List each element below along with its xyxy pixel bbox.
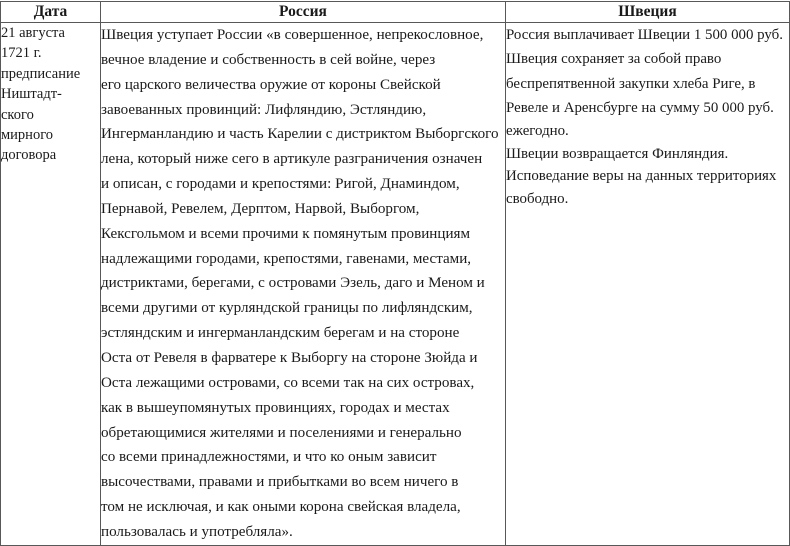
russia-line: всеми другими от курляндской границы по лифляндским, bbox=[101, 300, 473, 317]
russia-line: высочествами, правами и прибытками во всем ничего в bbox=[101, 474, 459, 491]
date-line: договора bbox=[1, 147, 57, 164]
russia-line: со всеми принадлежностями, и что ко оным зависит bbox=[101, 449, 437, 466]
sweden-text-block bbox=[506, 23, 789, 211]
date-line: ского bbox=[1, 106, 34, 123]
russia-line: как в вышеупомянутых провинциях, городах и местах bbox=[101, 399, 450, 416]
date-text-block bbox=[1, 23, 100, 166]
sweden-line: свободно. bbox=[506, 190, 569, 207]
date-line: предписание bbox=[1, 65, 81, 82]
russia-line: вечное владение и собственность в сей войне, через bbox=[101, 51, 436, 68]
date-line: мирного bbox=[1, 127, 54, 144]
russia-text-block bbox=[101, 23, 505, 545]
date-line: 1721 г. bbox=[1, 45, 42, 62]
russia-line: Ингерманландию и часть Карелии с дистриктом Выборгского bbox=[101, 126, 499, 143]
table-header bbox=[1, 2, 790, 23]
russia-line: Кексгольмом и всеми прочими к помянутым провинциям bbox=[101, 225, 471, 242]
russia-line: дистриктами, берегами, с островами Эзель, даго и Меном и bbox=[101, 275, 485, 292]
date-line: 21 августа bbox=[1, 25, 65, 41]
russia-line: Пернавой, Ревелем, Дерптом, Нарвой, Выборгом, bbox=[101, 200, 420, 217]
treaty-comparison-table bbox=[0, 1, 790, 546]
column-header-date: Дата bbox=[1, 2, 101, 23]
table-header-row bbox=[1, 2, 790, 23]
russia-line: Оста от Ревеля в фарватере к Выборгу на стороне Зюйда и bbox=[101, 349, 478, 366]
date-line: Ништадт- bbox=[1, 86, 62, 103]
sweden-line: Швеции возвращается Финляндия. bbox=[506, 145, 729, 162]
sweden-line: ежегодно. bbox=[506, 123, 569, 140]
table-body bbox=[1, 23, 790, 546]
table-row bbox=[1, 23, 790, 546]
russia-line: его царского величества оружие от короны Свейской bbox=[101, 76, 441, 93]
russia-line: пользовалась и употребляла». bbox=[101, 523, 293, 540]
cell-russia bbox=[101, 23, 506, 546]
sweden-line: Россия выплачивает Швеции 1 500 000 руб. bbox=[506, 27, 783, 43]
russia-line: эстляндским и ингерманландским берегам и на стороне bbox=[101, 325, 460, 342]
russia-line: обретающимися жителями и поселениями и генерально bbox=[101, 424, 462, 441]
russia-line: лена, который ниже сего в артикуле разграничения означен bbox=[101, 151, 483, 168]
cell-date bbox=[1, 23, 101, 546]
document-page bbox=[0, 1, 790, 540]
russia-line: завоеванных провинций: Лифляндию, Эстляндию, bbox=[101, 101, 427, 118]
russia-line: том не исключая, и как оными корона свейская владела, bbox=[101, 499, 461, 516]
column-header-sweden: Швеция bbox=[506, 2, 790, 23]
sweden-line: Ревеле и Аренсбурге на сумму 50 000 руб. bbox=[506, 99, 774, 116]
sweden-line: беспрепятвенной закупки хлеба Риге, в bbox=[506, 75, 756, 92]
russia-line: надлежащими городами, крепостями, гавенами, местами, bbox=[101, 250, 472, 267]
cell-sweden bbox=[506, 23, 790, 546]
sweden-line: Исповедание веры на данных территориях bbox=[506, 168, 777, 185]
russia-line: и описан, с городами и крепостями: Ригой, Днаминдом, bbox=[101, 176, 460, 193]
russia-line: Швеция уступает России «в совершенное, непрекословное, bbox=[101, 27, 484, 43]
column-header-russia: Россия bbox=[101, 2, 506, 23]
russia-line: Оста лежащими островами, со всеми так на сих островах, bbox=[101, 374, 475, 391]
sweden-line: Швеция сохраняет за собой право bbox=[506, 51, 722, 68]
